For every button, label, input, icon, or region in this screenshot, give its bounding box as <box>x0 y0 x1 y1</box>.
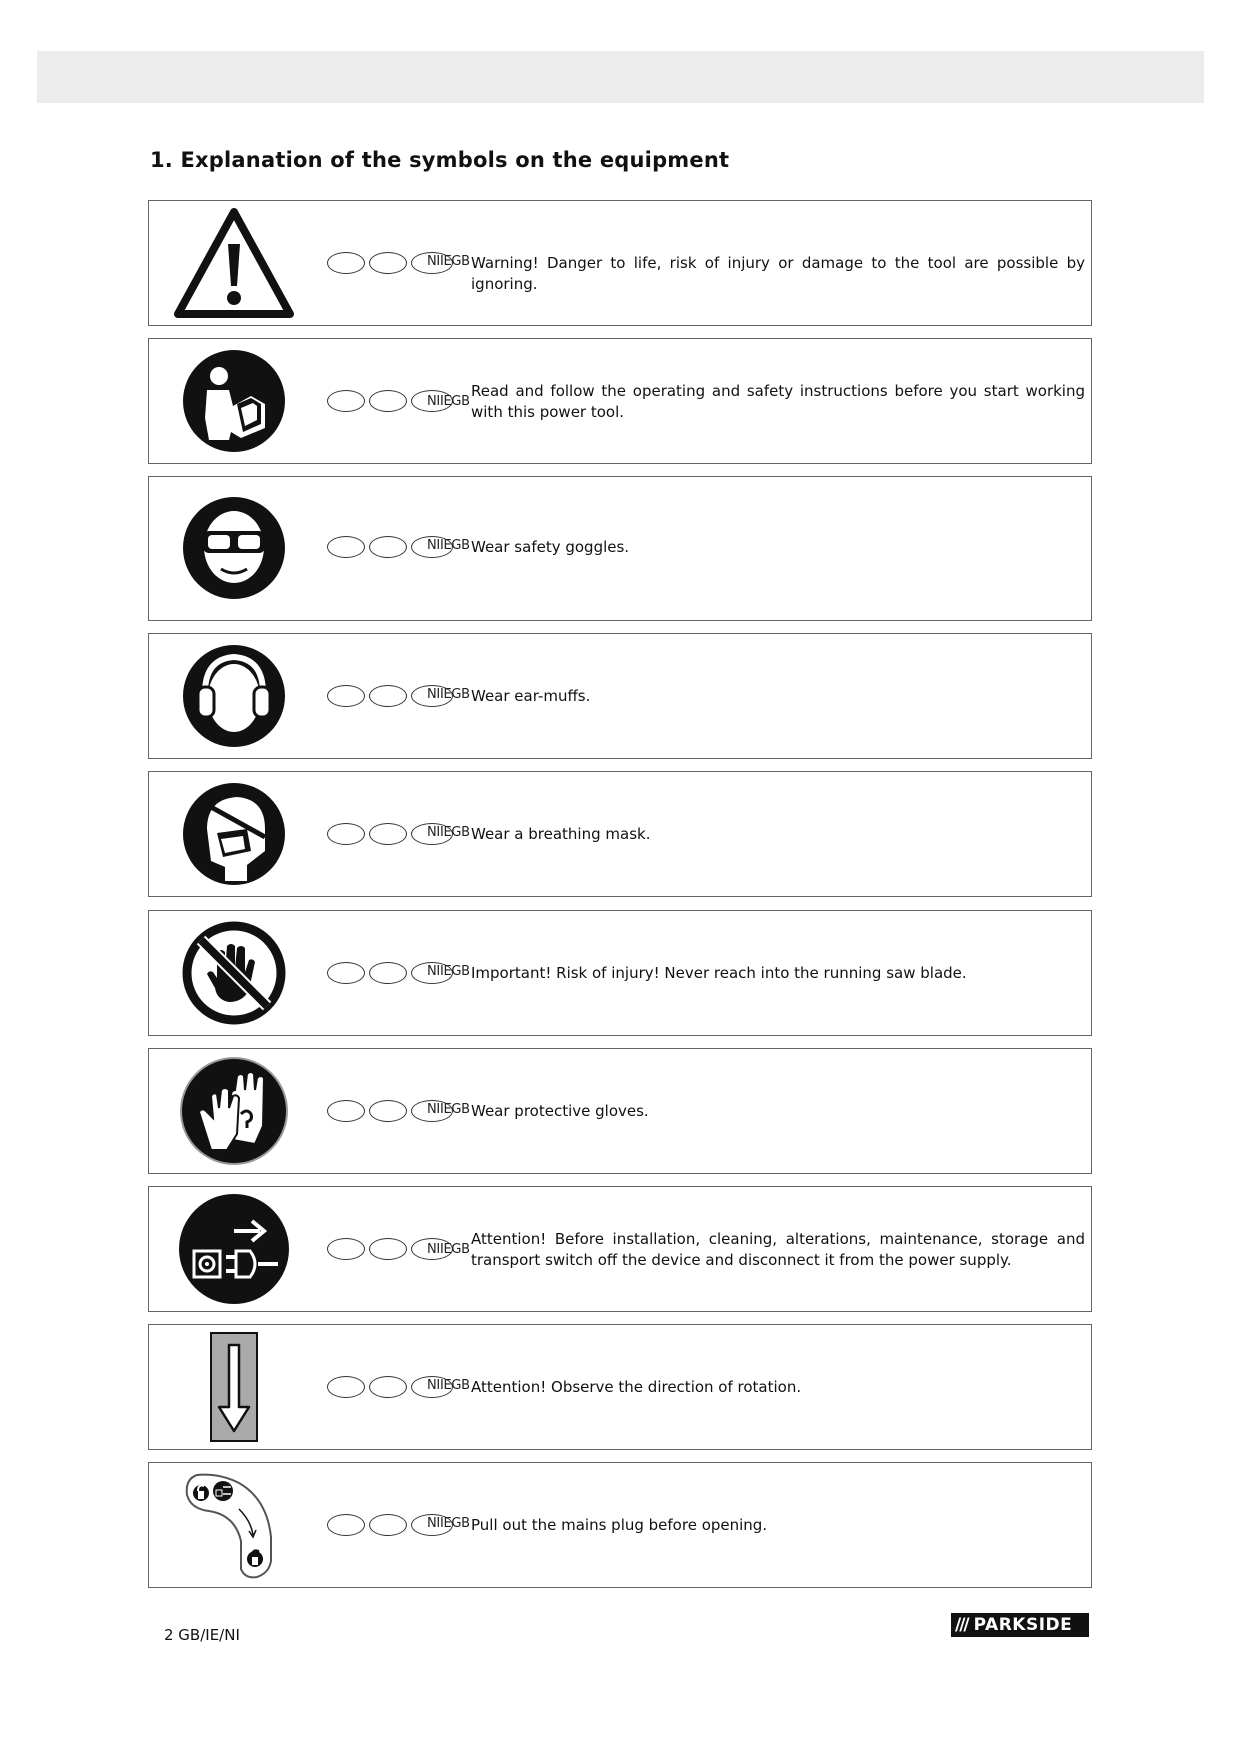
page-title <box>150 148 729 172</box>
language-code: NIIEGB <box>427 687 470 702</box>
symbol-description: Wear ear-muffs. <box>471 687 591 705</box>
safety-goggles-icon <box>169 491 299 605</box>
symbol-row <box>148 338 1092 464</box>
symbol-row <box>148 1186 1092 1312</box>
section-number: 1. <box>150 148 173 172</box>
no-hand-icon <box>169 917 299 1029</box>
language-code: NIIEGB <box>427 254 470 269</box>
language-code: NIIEGB <box>427 394 470 409</box>
header-band <box>37 51 1204 103</box>
language-ovals <box>327 1514 475 1538</box>
page-number: 2 GB/IE/NI <box>164 1626 240 1644</box>
symbol-description: Attention! Observe the direction of rotation. <box>471 1378 802 1396</box>
language-ovals <box>327 962 475 986</box>
symbol-description: Warning! Danger to life, risk of injury or damage to the tool are possible by ignoring. <box>471 254 1085 293</box>
symbol-description: Wear protective gloves. <box>471 1102 649 1120</box>
symbol-description: Pull out the mains plug before opening. <box>471 1516 768 1534</box>
language-ovals <box>327 1376 475 1400</box>
ear-muffs-icon <box>169 640 299 752</box>
symbol-description: Important! Risk of injury! Never reach into the running saw blade. <box>471 964 967 982</box>
language-code: NIIEGB <box>427 1516 470 1531</box>
symbol-row <box>148 200 1092 326</box>
language-code: NIIEGB <box>427 538 470 553</box>
language-code: NIIEGB <box>427 964 470 979</box>
section-title: Explanation of the symbols on the equipment <box>180 148 730 172</box>
unplug-icon <box>169 1193 299 1305</box>
language-code: NIIEGB <box>427 1102 470 1117</box>
symbol-row <box>148 771 1092 897</box>
language-ovals <box>327 390 475 414</box>
brand-slashes: /// <box>955 1615 968 1635</box>
symbol-row <box>148 633 1092 759</box>
language-ovals <box>327 685 475 709</box>
rotation-arrow-icon <box>169 1331 299 1443</box>
symbol-row <box>148 1324 1092 1450</box>
symbol-row <box>148 1048 1092 1174</box>
language-ovals <box>327 252 475 276</box>
symbol-row <box>148 1462 1092 1588</box>
language-code: NIIEGB <box>427 825 470 840</box>
symbol-description: Wear safety goggles. <box>471 538 630 556</box>
brand-name: PARKSIDE <box>973 1615 1073 1635</box>
symbol-description: Wear a breathing mask. <box>471 825 651 843</box>
language-code: NIIEGB <box>427 1242 470 1257</box>
language-ovals <box>327 1100 475 1124</box>
symbol-description: Read and follow the operating and safety instructions before you start working with this power tool. <box>471 382 1085 421</box>
warning-triangle-icon <box>169 207 299 319</box>
language-ovals <box>327 1238 475 1262</box>
language-code: NIIEGB <box>427 1378 470 1393</box>
language-ovals <box>327 536 475 560</box>
unplug-before-opening-icon <box>169 1469 299 1581</box>
breathing-mask-icon <box>169 778 299 890</box>
read-manual-icon <box>169 345 299 457</box>
protective-gloves-icon <box>169 1055 299 1167</box>
language-ovals <box>327 823 475 847</box>
symbol-row <box>148 910 1092 1036</box>
symbol-description: Attention! Before installation, cleaning, alterations, maintenance, storage and transport switch off the device and disconnect it from the power supply. <box>471 1230 1085 1269</box>
brand-logo <box>951 1613 1089 1637</box>
symbol-row <box>148 476 1092 621</box>
